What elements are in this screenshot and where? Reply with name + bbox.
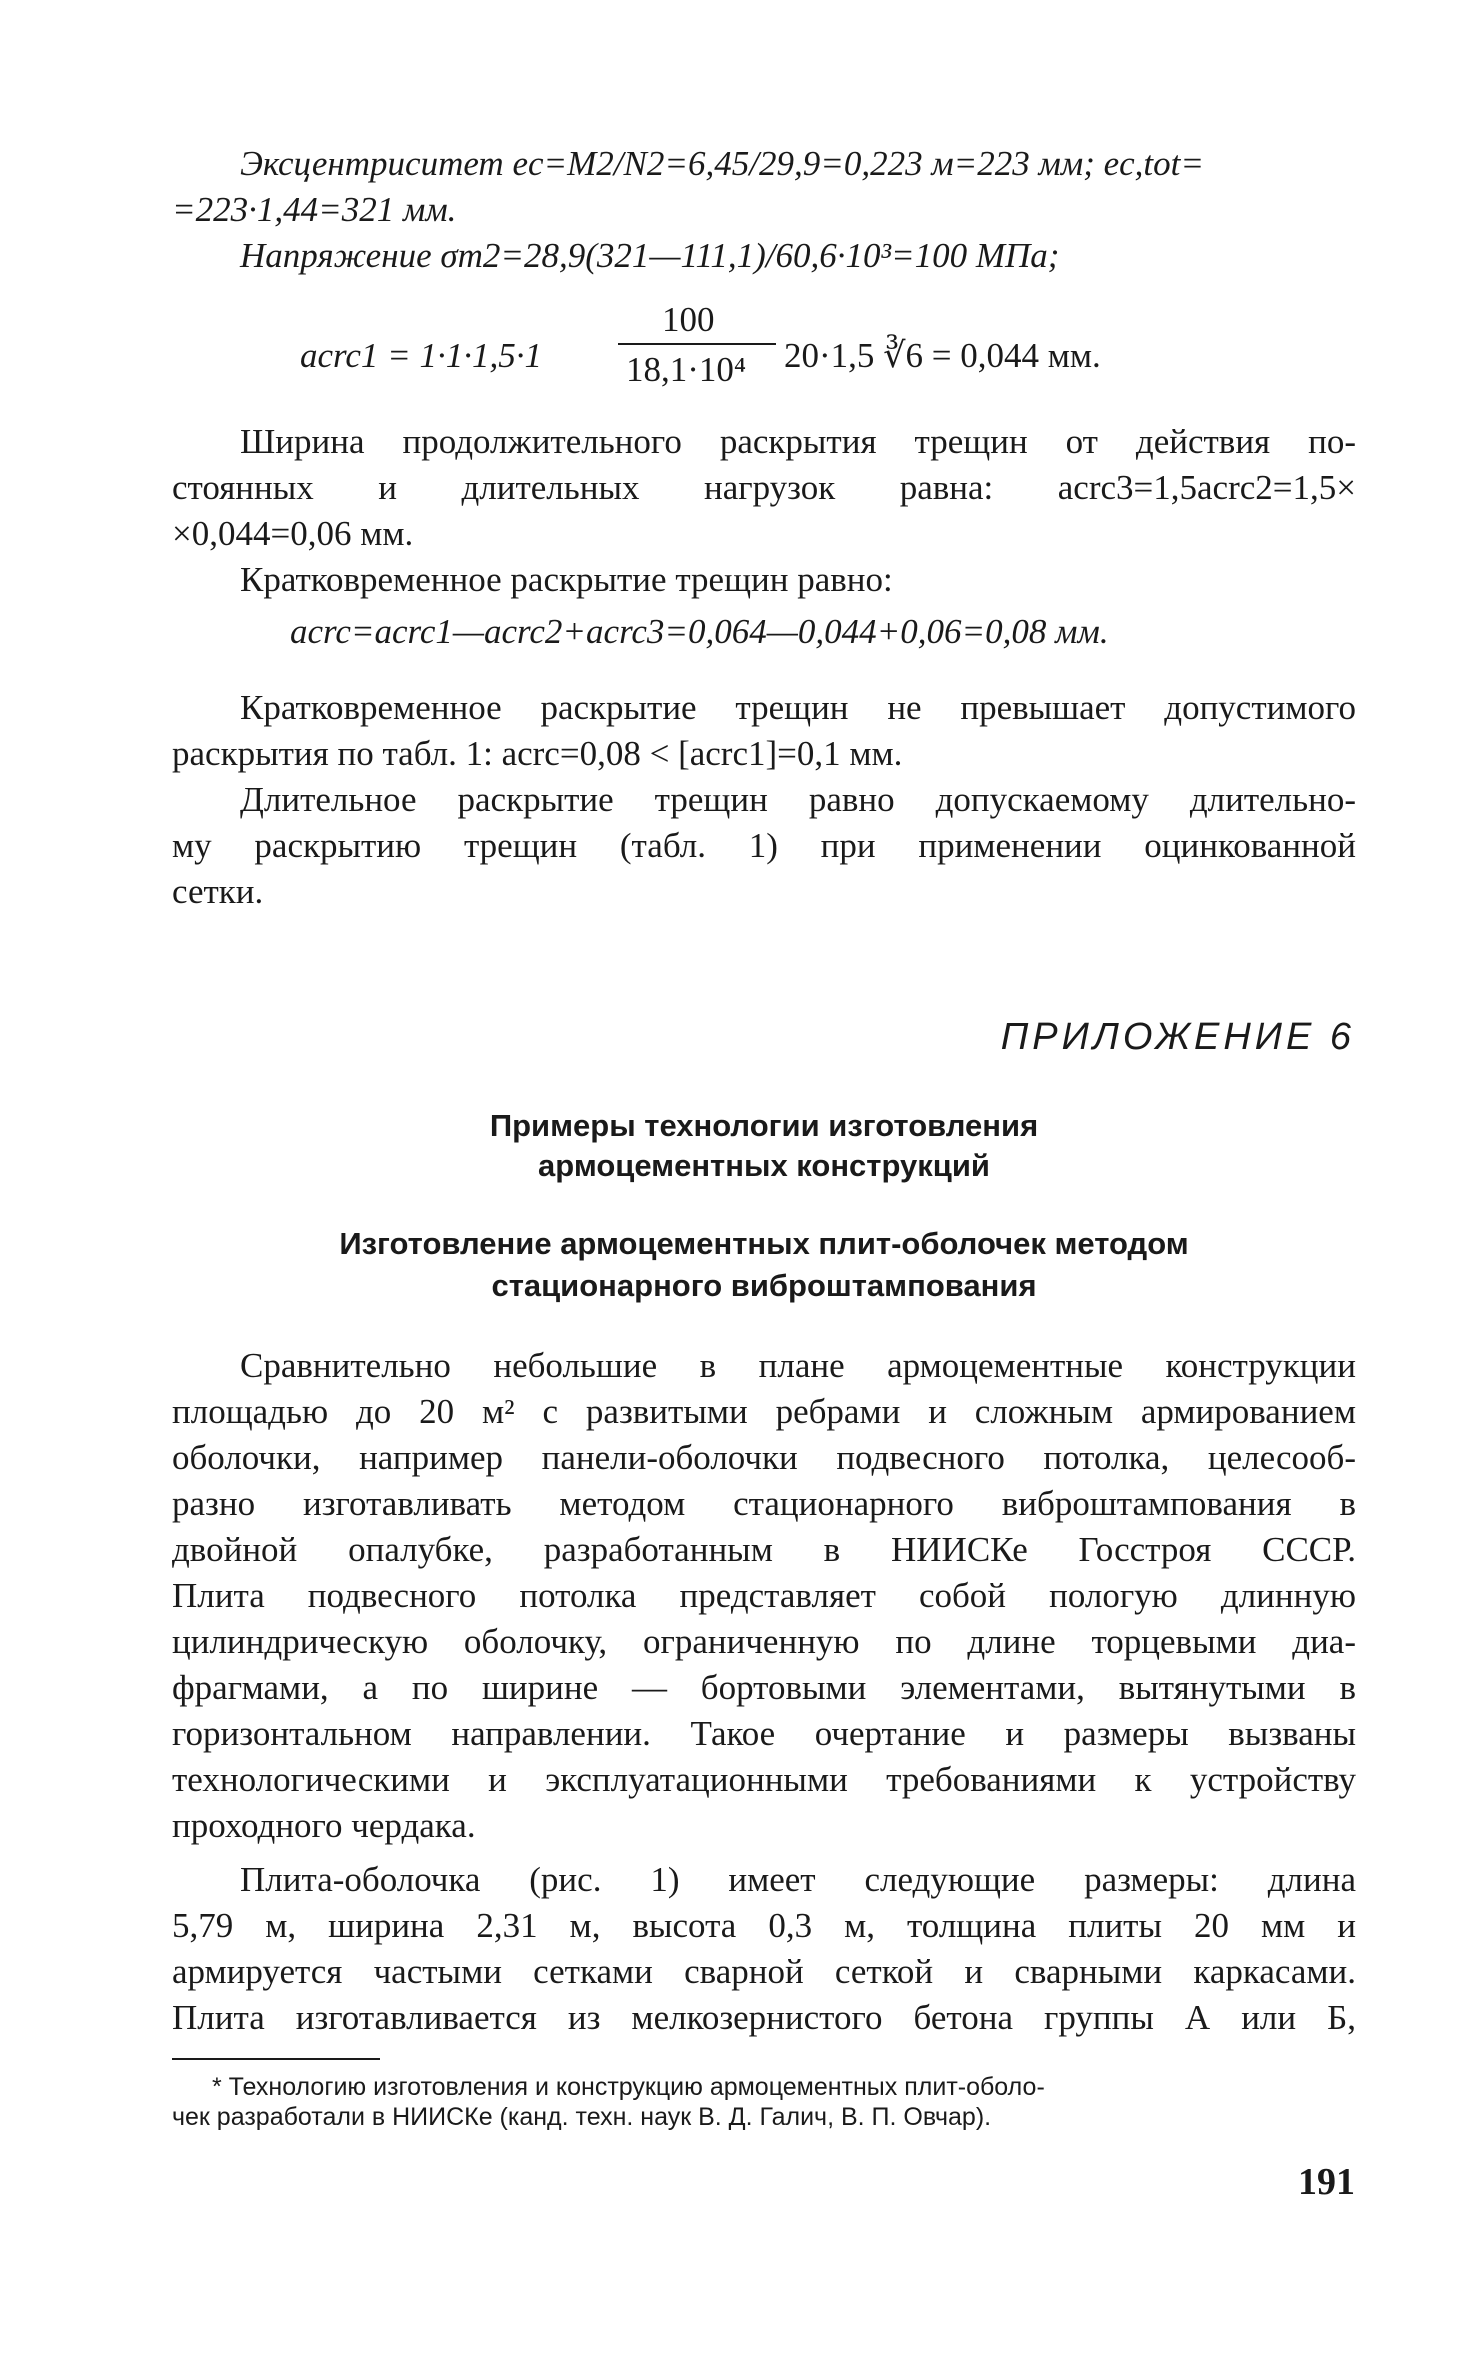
text-line-width-1: Ширина продолжительного раскрытия трещин от действия по- [240,422,1356,461]
formula-numerator: 100 [662,300,715,339]
footnote-line-1: * Технологию изготовления и конструкцию армоцементных плит-оболо- [212,2073,1045,2101]
formula-rhs: 20·1,5 ∛6 = 0,044 мм. [784,336,1101,375]
text-line-width-2: стоянных и длительных нагрузок равна: acrc3=1,5acrc2=1,5× [172,468,1356,507]
section-heading-1-line-2: армоцементных конструкций [538,1148,990,1183]
text-line-long-term-3: сетки. [172,872,264,911]
text-line-width-3: ×0,044=0,06 мм. [172,514,414,553]
body-line-15: Плита изготавливается из мелкозернистого бетона группы А или Б, [172,1998,1356,2037]
text-line-eccentricity-cont: =223·1,44=321 мм. [172,190,457,229]
body-line-5: двойной опалубке, разработанным в НИИСКе Госстроя СССР. [172,1530,1356,1569]
appendix-label: ПРИЛОЖЕНИЕ 6 [1000,1016,1355,1058]
body-line-4: разно изготавливать методом стационарного виброштампования в [172,1484,1356,1523]
body-line-3: оболочки, например панели-оболочки подвесного потолка, целесооб- [172,1438,1356,1477]
body-line-9: горизонтальном направлении. Такое очертание и размеры вызваны [172,1714,1356,1753]
text-line-eccentricity: Эксцентриситет eс=M2/N2=6,45/29,9=0,223 м=223 мм; ec,tot= [240,144,1204,183]
body-line-1: Сравнительно небольшие в плане армоцементные конструкции [240,1346,1356,1385]
body-line-8: фрагмами, а по ширине — бортовыми элементами, вытянутыми в [172,1668,1356,1707]
section-heading-2-line-1: Изготовление армоцементных плит-оболочек методом [339,1226,1189,1261]
text-line-not-exceed-1: Кратковременное раскрытие трещин не превышает допустимого [240,688,1356,727]
formula-lhs: acrc1 = 1·1·1,5·1 [300,336,543,375]
body-line-14: армируется частыми сетками сварной сеткой и сварными каркасами. [172,1952,1356,1991]
text-line-stress: Напряжение σm2=28,9(321—111,1)/60,6·10³=100 МПа; [240,236,1060,275]
footnote-rule [172,2058,380,2060]
text-line-short-term: Кратковременное раскрытие трещин равно: [240,560,893,599]
body-line-6: Плита подвесного потолка представляет собой пологую длинную [172,1576,1356,1615]
section-heading-2-line-2: стационарного виброштампования [491,1268,1037,1303]
body-line-13: 5,79 м, ширина 2,31 м, высота 0,3 м, толщина плиты 20 мм и [172,1906,1356,1945]
body-line-11: проходного чердака. [172,1806,476,1845]
formula-denominator: 18,1·10⁴ [626,350,747,389]
text-line-long-term-1: Длительное раскрытие трещин равно допускаемому длительно- [240,780,1356,819]
body-line-12: Плита-оболочка (рис. 1) имеет следующие размеры: длина [240,1860,1356,1899]
fraction-bar [618,343,776,345]
formula-short-term: acrc=acrc1—acrc2+acrc3=0,064—0,044+0,06=0,08 мм. [290,612,1109,651]
body-line-7: цилиндрическую оболочку, ограниченную по длине торцевыми диа- [172,1622,1356,1661]
body-line-10: технологическими и эксплуатационными требованиями к устройству [172,1760,1356,1799]
text-line-not-exceed-2: раскрытия по табл. 1: acrc=0,08 < [acrc1]=0,1 мм. [172,734,903,773]
body-line-2: площадью до 20 м² с развитыми ребрами и сложным армированием [172,1392,1356,1431]
text-line-long-term-2: му раскрытию трещин (табл. 1) при применении оцинкованной [172,826,1356,865]
footnote-line-2: чек разработали в НИИСКе (канд. техн. наук В. Д. Галич, В. П. Овчар). [172,2103,992,2131]
section-heading-1-line-1: Примеры технологии изготовления [489,1108,1039,1143]
page-number: 191 [1298,2161,1355,2203]
